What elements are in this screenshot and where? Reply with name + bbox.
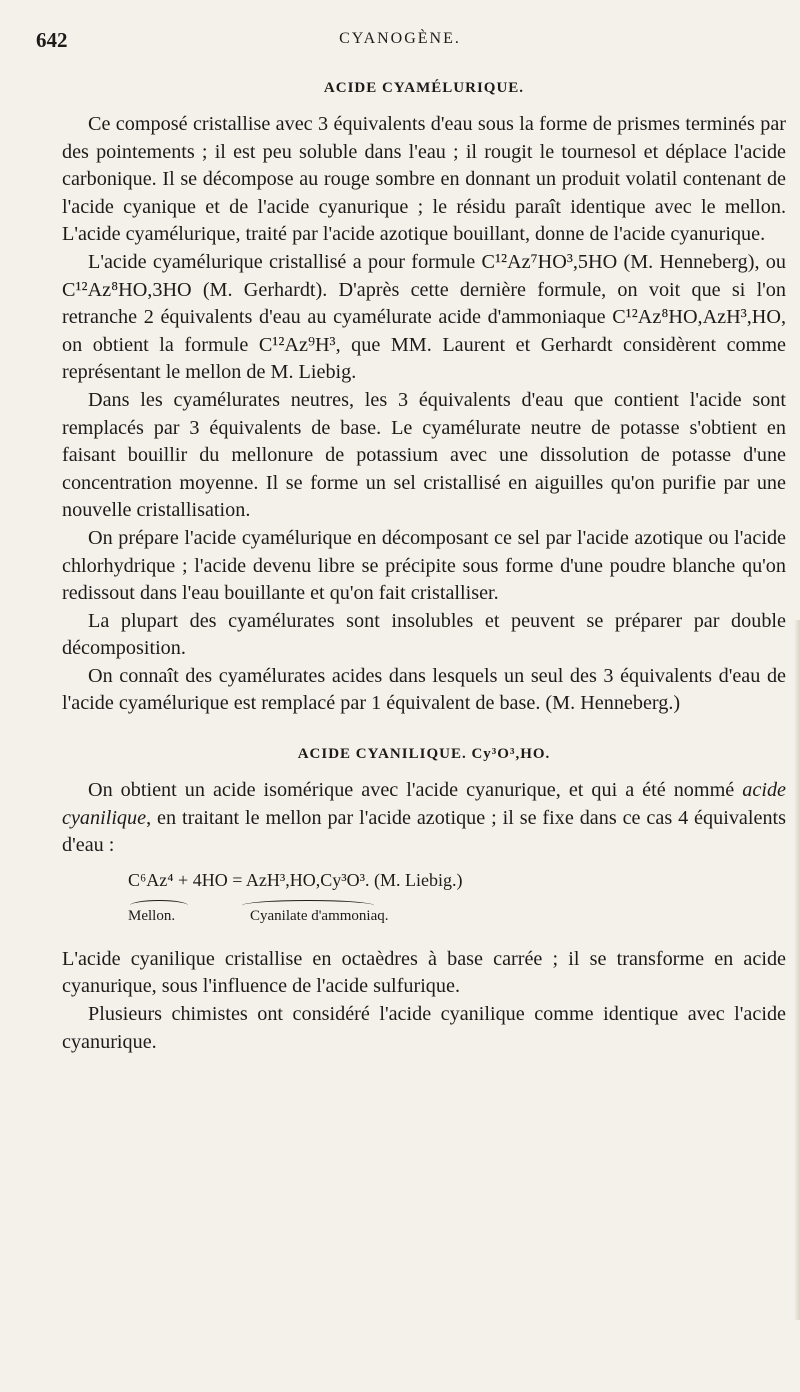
paragraph-text: , en traitant le mellon par l'acide azotique ; il se fixe dans ce cas 4 équivalents d'eau : <box>62 806 786 857</box>
paragraph-text: On obtient un acide isomérique avec l'acide cyanurique, et qui a été nommé <box>88 779 743 802</box>
label-mellon: Mellon. <box>128 907 176 924</box>
running-title: CYANOGÈNE. <box>339 30 461 47</box>
label-cyanilate: Cyanilate d'ammoniaq. <box>250 907 389 924</box>
paragraph: Plusieurs chimistes ont considéré l'acide cyanilique comme identique avec l'acide cyanurique. <box>62 1003 786 1053</box>
paragraph: La plupart des cyamélurates sont insolubles et peuvent se préparer par double décomposition. <box>62 609 786 660</box>
equation-text: C⁶Az⁴ + 4HO = AzH³,HO,Cy³O³. (M. Liebig.) <box>128 869 463 890</box>
page-edge-shadow <box>794 620 800 1320</box>
section-title-acide-cyanilique: ACIDE CYANILIQUE. Cy³O³,HO. <box>297 746 551 763</box>
paragraph: L'acide cyanilique cristallise en octaèdres à base carrée ; il se transforme en acide cyanurique, sous l'influence de l'acide sulfurique. <box>62 947 786 998</box>
paragraph: On prépare l'acide cyamélurique en décomposant ce sel par l'acide azotique ou l'acide chlorhydrique ; l'acide devenu libre se précipite sous forme d'une poudre blanche qu'on redissout dans l'eau bouillante et qu'on fait cristalliser. <box>62 526 786 605</box>
page-body <box>62 80 786 1056</box>
chemical-equation <box>62 870 786 934</box>
section-title-acide-cyamelurique: ACIDE CYAMÉLURIQUE. <box>323 80 525 96</box>
running-head <box>0 28 800 58</box>
paragraph: On connaît des cyamélurates acides dans lesquels un seul des 3 équivalents d'eau de l'acide cyamélurique est remplacé par 1 équivalent de base. (M. Henneberg.) <box>62 664 786 715</box>
paragraph: Dans les cyamélurates neutres, les 3 équivalents d'eau que contient l'acide sont remplacés par 3 équivalents de base. Le cyamélurate neutre de potasse s'obtient en faisant bouillir du mellonure de potassium avec une dissolution de potasse d'une concentration moyenne. Il se forme un sel cristallisé en aiguilles qu'on purifie par une nouvelle cristallisation. <box>62 388 786 522</box>
paragraph: L'acide cyamélurique cristallisé a pour formule C¹²Az⁷HO³,5HO (M. Henneberg), ou C¹²Az⁸HO,3HO (M. Gerhardt). D'après cette dernière formule, on voit que si l'on retranche 2 équivalents d'eau au cyamélurate acide d'ammoniaque C¹²Az⁸HO,AzH³,HO, on obtient la formule C¹²Az⁹H³, que MM. Laurent et Gerhardt considèrent comme représentant le mellon de M. Liebig. <box>62 250 786 384</box>
page-number: 642 <box>36 28 68 52</box>
paragraph: Ce composé cristallise avec 3 équivalents d'eau sous la forme de prismes terminés par des pointements ; il est peu soluble dans l'eau ; il rougit le tournesol et déplace l'acide carbonique. Il se décompose au rouge sombre en donnant un produit volatil contenant de l'acide cyanique et de l'acide cyanurique ; le résidu paraît identique avec le mellon. L'acide cyamélurique, traité par l'acide azotique bouillant, donne de l'acide cyanurique. <box>62 113 786 246</box>
paragraph <box>62 777 786 860</box>
term-acide-cyanilique: acide cyanilique <box>62 779 786 829</box>
